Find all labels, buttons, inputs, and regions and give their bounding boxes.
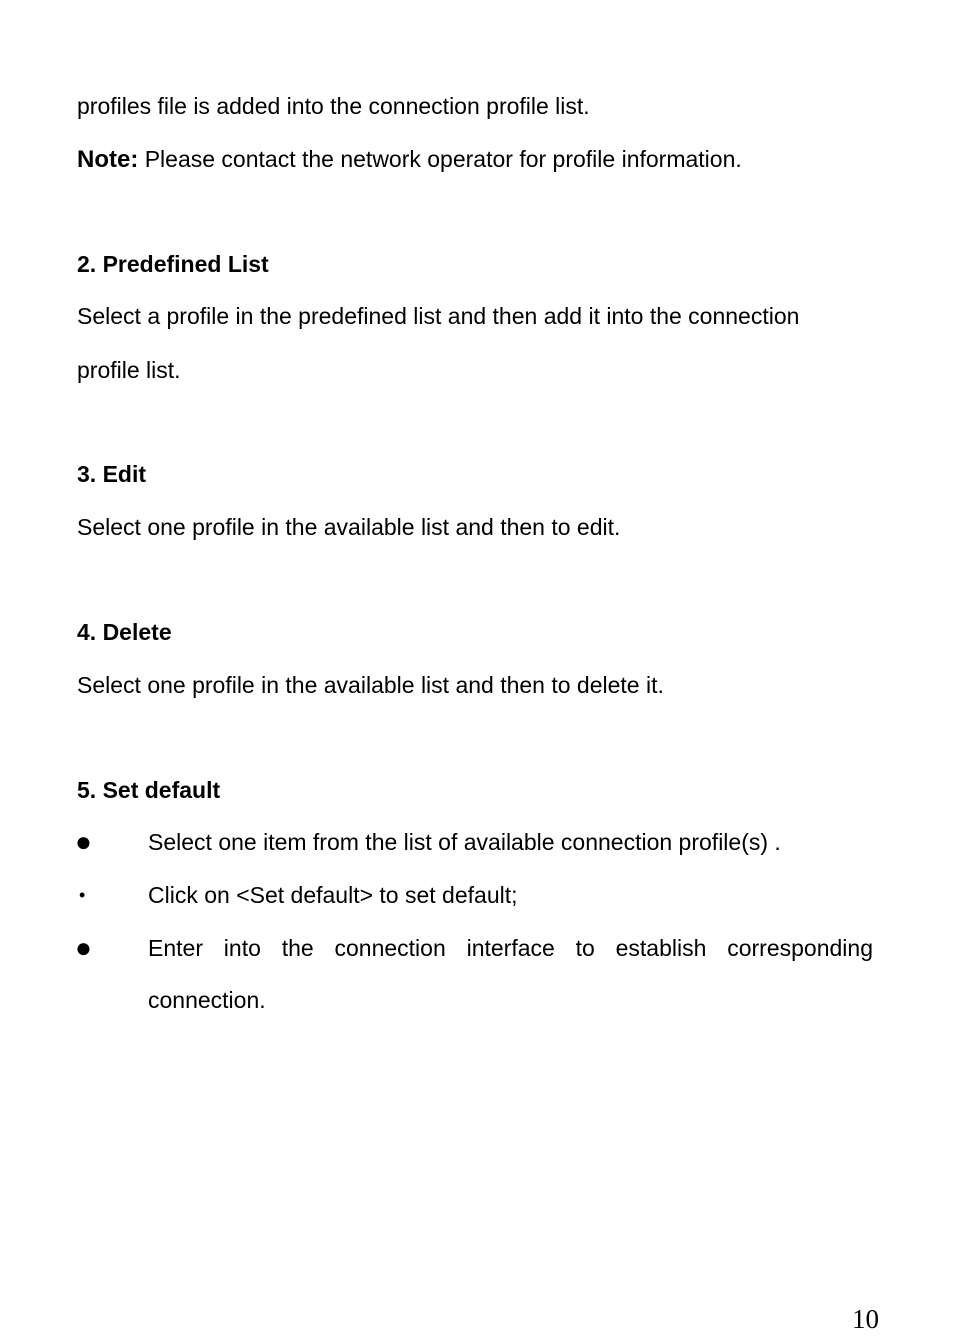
bullet-icon: ● <box>75 932 92 963</box>
note-label: Note: <box>77 146 139 173</box>
note-paragraph <box>77 145 742 174</box>
list-item: Click on <Set default> to set default; <box>148 882 518 908</box>
predefined-text-line-2: profile list. <box>77 357 181 383</box>
list-item-continuation: connection. <box>148 987 266 1013</box>
list-item: Enter into the connection interface to establish corresponding <box>148 935 873 961</box>
intro-line: profiles file is added into the connection profile list. <box>77 93 590 119</box>
bullet-icon: ● <box>75 826 92 857</box>
note-text: Please contact the network operator for profile information. <box>138 146 742 172</box>
bullet-icon: • <box>79 885 86 905</box>
page-number: 10 <box>852 1304 879 1334</box>
list-item: Select one item from the list of available connection profile(s) . <box>148 829 781 855</box>
edit-text: Select one profile in the available list and then to edit. <box>77 514 621 540</box>
heading-delete: 4. Delete <box>77 619 172 645</box>
predefined-text-line-1: Select a profile in the predefined list and then add it into the connection <box>77 303 800 329</box>
heading-set-default: 5. Set default <box>77 777 221 803</box>
heading-predefined-list: 2. Predefined List <box>77 251 269 277</box>
delete-text: Select one profile in the available list and then to delete it. <box>77 672 664 698</box>
heading-edit: 3. Edit <box>77 461 147 487</box>
